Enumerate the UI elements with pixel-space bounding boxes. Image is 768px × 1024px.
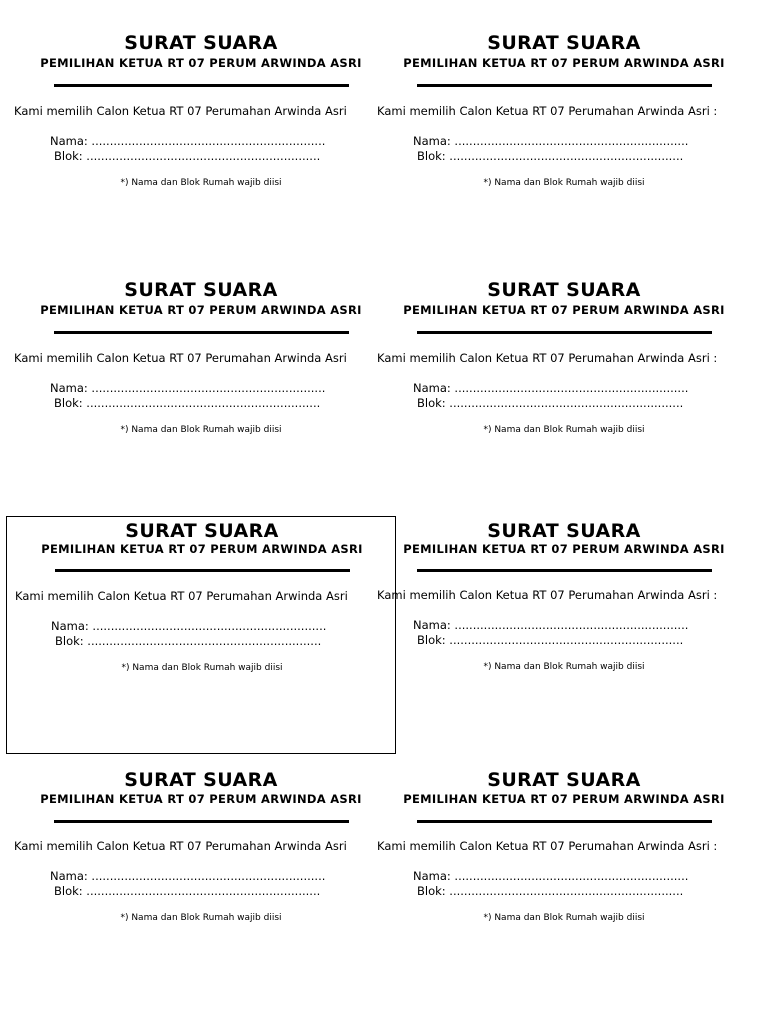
ballot-intro: Kami memilih Calon Ketua RT 07 Perumahan Arwinda Asri : <box>377 588 718 602</box>
title-divider <box>417 820 712 823</box>
ballot-intro: Kami memilih Calon Ketua RT 07 Perumahan Arwinda Asri : <box>377 104 718 118</box>
blok-field: Blok: ................................................................ <box>417 884 684 898</box>
ballot-card-row2-right <box>369 265 759 501</box>
ballot-subtitle: PEMILIHAN KETUA RT 07 PERUM ARWINDA ASRI <box>403 792 725 806</box>
blok-field: Blok: ................................................................ <box>417 149 684 163</box>
ballot-title: SURAT SUARA <box>487 279 641 301</box>
ballot-intro: Kami memilih Calon Ketua RT 07 Perumahan Arwinda Asri : <box>377 839 718 853</box>
blok-field: Blok: ................................................................ <box>54 884 321 898</box>
ballot-title: SURAT SUARA <box>124 769 278 791</box>
blok-field: Blok: ................................................................ <box>55 634 322 648</box>
nama-field: Nama: ................................................................ <box>413 618 689 632</box>
ballot-subtitle: PEMILIHAN KETUA RT 07 PERUM ARWINDA ASRI <box>40 792 362 806</box>
ballot-subtitle: PEMILIHAN KETUA RT 07 PERUM ARWINDA ASRI <box>40 303 362 317</box>
ballot-intro: Kami memilih Calon Ketua RT 07 Perumahan Arwinda Asri <box>15 589 348 603</box>
ballot-subtitle: PEMILIHAN KETUA RT 07 PERUM ARWINDA ASRI <box>403 303 725 317</box>
ballot-title: SURAT SUARA <box>487 520 641 542</box>
ballot-card-row2-left <box>6 265 396 501</box>
ballot-title: SURAT SUARA <box>124 32 278 54</box>
ballot-note: *) Nama dan Blok Rumah wajib diisi <box>121 663 283 673</box>
nama-field: Nama: ................................................................ <box>50 381 326 395</box>
ballot-intro: Kami memilih Calon Ketua RT 07 Perumahan Arwinda Asri <box>14 104 347 118</box>
title-divider <box>417 569 712 572</box>
ballot-card-row4-right <box>369 766 759 1002</box>
nama-field: Nama: ................................................................ <box>51 619 327 633</box>
ballot-title: SURAT SUARA <box>124 279 278 301</box>
blok-field: Blok: ................................................................ <box>54 396 321 410</box>
ballot-note: *) Nama dan Blok Rumah wajib diisi <box>483 178 645 188</box>
ballot-title: SURAT SUARA <box>125 520 279 542</box>
ballot-note: *) Nama dan Blok Rumah wajib diisi <box>483 662 645 672</box>
ballot-intro: Kami memilih Calon Ketua RT 07 Perumahan Arwinda Asri : <box>377 351 718 365</box>
blok-field: Blok: ................................................................ <box>54 149 321 163</box>
ballot-intro: Kami memilih Calon Ketua RT 07 Perumahan Arwinda Asri <box>14 839 347 853</box>
blok-field: Blok: ................................................................ <box>417 633 684 647</box>
ballot-note: *) Nama dan Blok Rumah wajib diisi <box>483 425 645 435</box>
title-divider <box>417 331 712 334</box>
ballot-intro: Kami memilih Calon Ketua RT 07 Perumahan Arwinda Asri <box>14 351 347 365</box>
ballot-title: SURAT SUARA <box>487 32 641 54</box>
ballot-card-row1-right <box>369 18 759 254</box>
ballot-subtitle: PEMILIHAN KETUA RT 07 PERUM ARWINDA ASRI <box>40 56 362 70</box>
ballot-card-row4-left <box>6 766 396 1002</box>
ballot-note: *) Nama dan Blok Rumah wajib diisi <box>120 913 282 923</box>
title-divider <box>55 569 350 572</box>
ballot-note: *) Nama dan Blok Rumah wajib diisi <box>120 425 282 435</box>
blok-field: Blok: ................................................................ <box>417 396 684 410</box>
ballot-subtitle: PEMILIHAN KETUA RT 07 PERUM ARWINDA ASRI <box>41 542 363 556</box>
nama-field: Nama: ................................................................ <box>50 134 326 148</box>
nama-field: Nama: ................................................................ <box>413 381 689 395</box>
ballot-card-row3-right <box>369 514 759 750</box>
nama-field: Nama: ................................................................ <box>413 134 689 148</box>
title-divider <box>54 820 349 823</box>
ballot-note: *) Nama dan Blok Rumah wajib diisi <box>120 178 282 188</box>
nama-field: Nama: ................................................................ <box>413 869 689 883</box>
ballot-note: *) Nama dan Blok Rumah wajib diisi <box>483 913 645 923</box>
ballot-title: SURAT SUARA <box>487 769 641 791</box>
ballot-subtitle: PEMILIHAN KETUA RT 07 PERUM ARWINDA ASRI <box>403 56 725 70</box>
ballot-card-row3-left <box>6 516 396 754</box>
title-divider <box>54 331 349 334</box>
ballot-card-row1-left <box>6 18 396 254</box>
title-divider <box>417 84 712 87</box>
ballot-subtitle: PEMILIHAN KETUA RT 07 PERUM ARWINDA ASRI <box>403 542 725 556</box>
nama-field: Nama: ................................................................ <box>50 869 326 883</box>
title-divider <box>54 84 349 87</box>
